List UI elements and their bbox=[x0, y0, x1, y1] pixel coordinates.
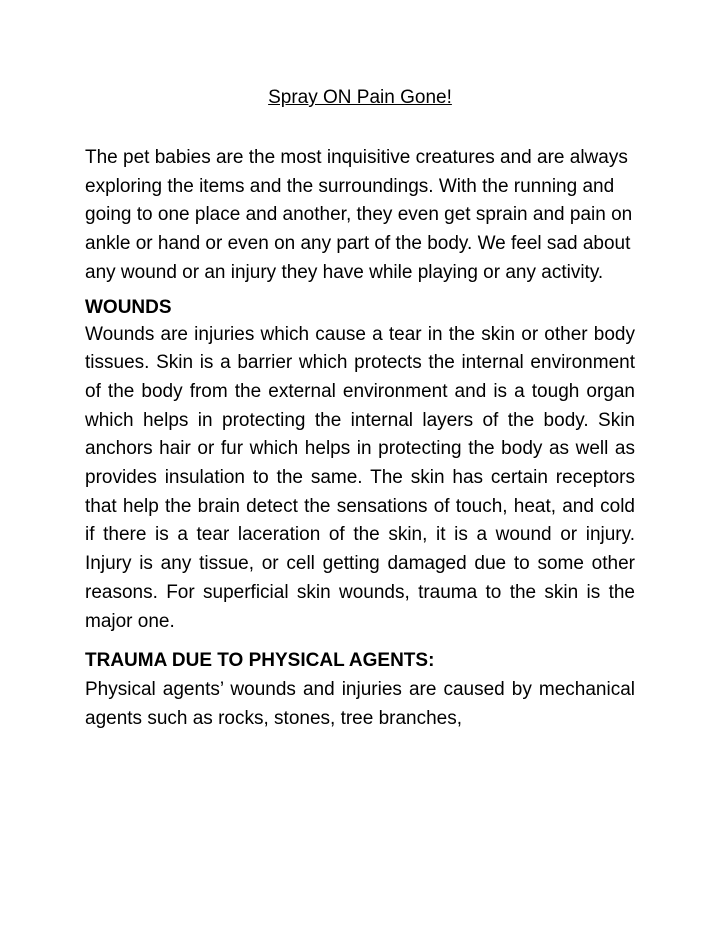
intro-paragraph: The pet babies are the most inquisitive creatures and are always exploring the items and the surroundings. With the running and going to one place and another, they even get sprain and pain on ankle or hand or even on any part of the body. We feel sad about any wound or an injury they have while playing or any activity. bbox=[85, 147, 633, 283]
document-page bbox=[85, 84, 635, 734]
section-heading-wounds: WOUNDS bbox=[85, 296, 172, 318]
wounds-paragraph: Wounds are injuries which cause a tear in the skin or other body tissues. Skin is a barrier which protects the internal environment of the body from the external environment and is a tough organ which helps in protecting the internal layers of the body. Skin anchors hair or fur which helps in protecting the body as well as provides insulation to the same. The skin has certain receptors that help the brain detect the sensations of touch, heat, and cold if there is a tear laceration of the skin, it is a wound or injury. Injury is any tissue, or cell getting damaged due to some other reasons. For superficial skin wounds, trauma to the skin is the major one. bbox=[85, 323, 635, 632]
section-heading-trauma: TRAUMA DUE TO PHYSICAL AGENTS: bbox=[85, 650, 435, 672]
document-title: Spray ON Pain Gone! bbox=[268, 87, 452, 108]
trauma-paragraph: Physical agents’ wounds and injuries are caused by mechanical agents such as rocks, stones, tree branches, bbox=[85, 679, 635, 729]
